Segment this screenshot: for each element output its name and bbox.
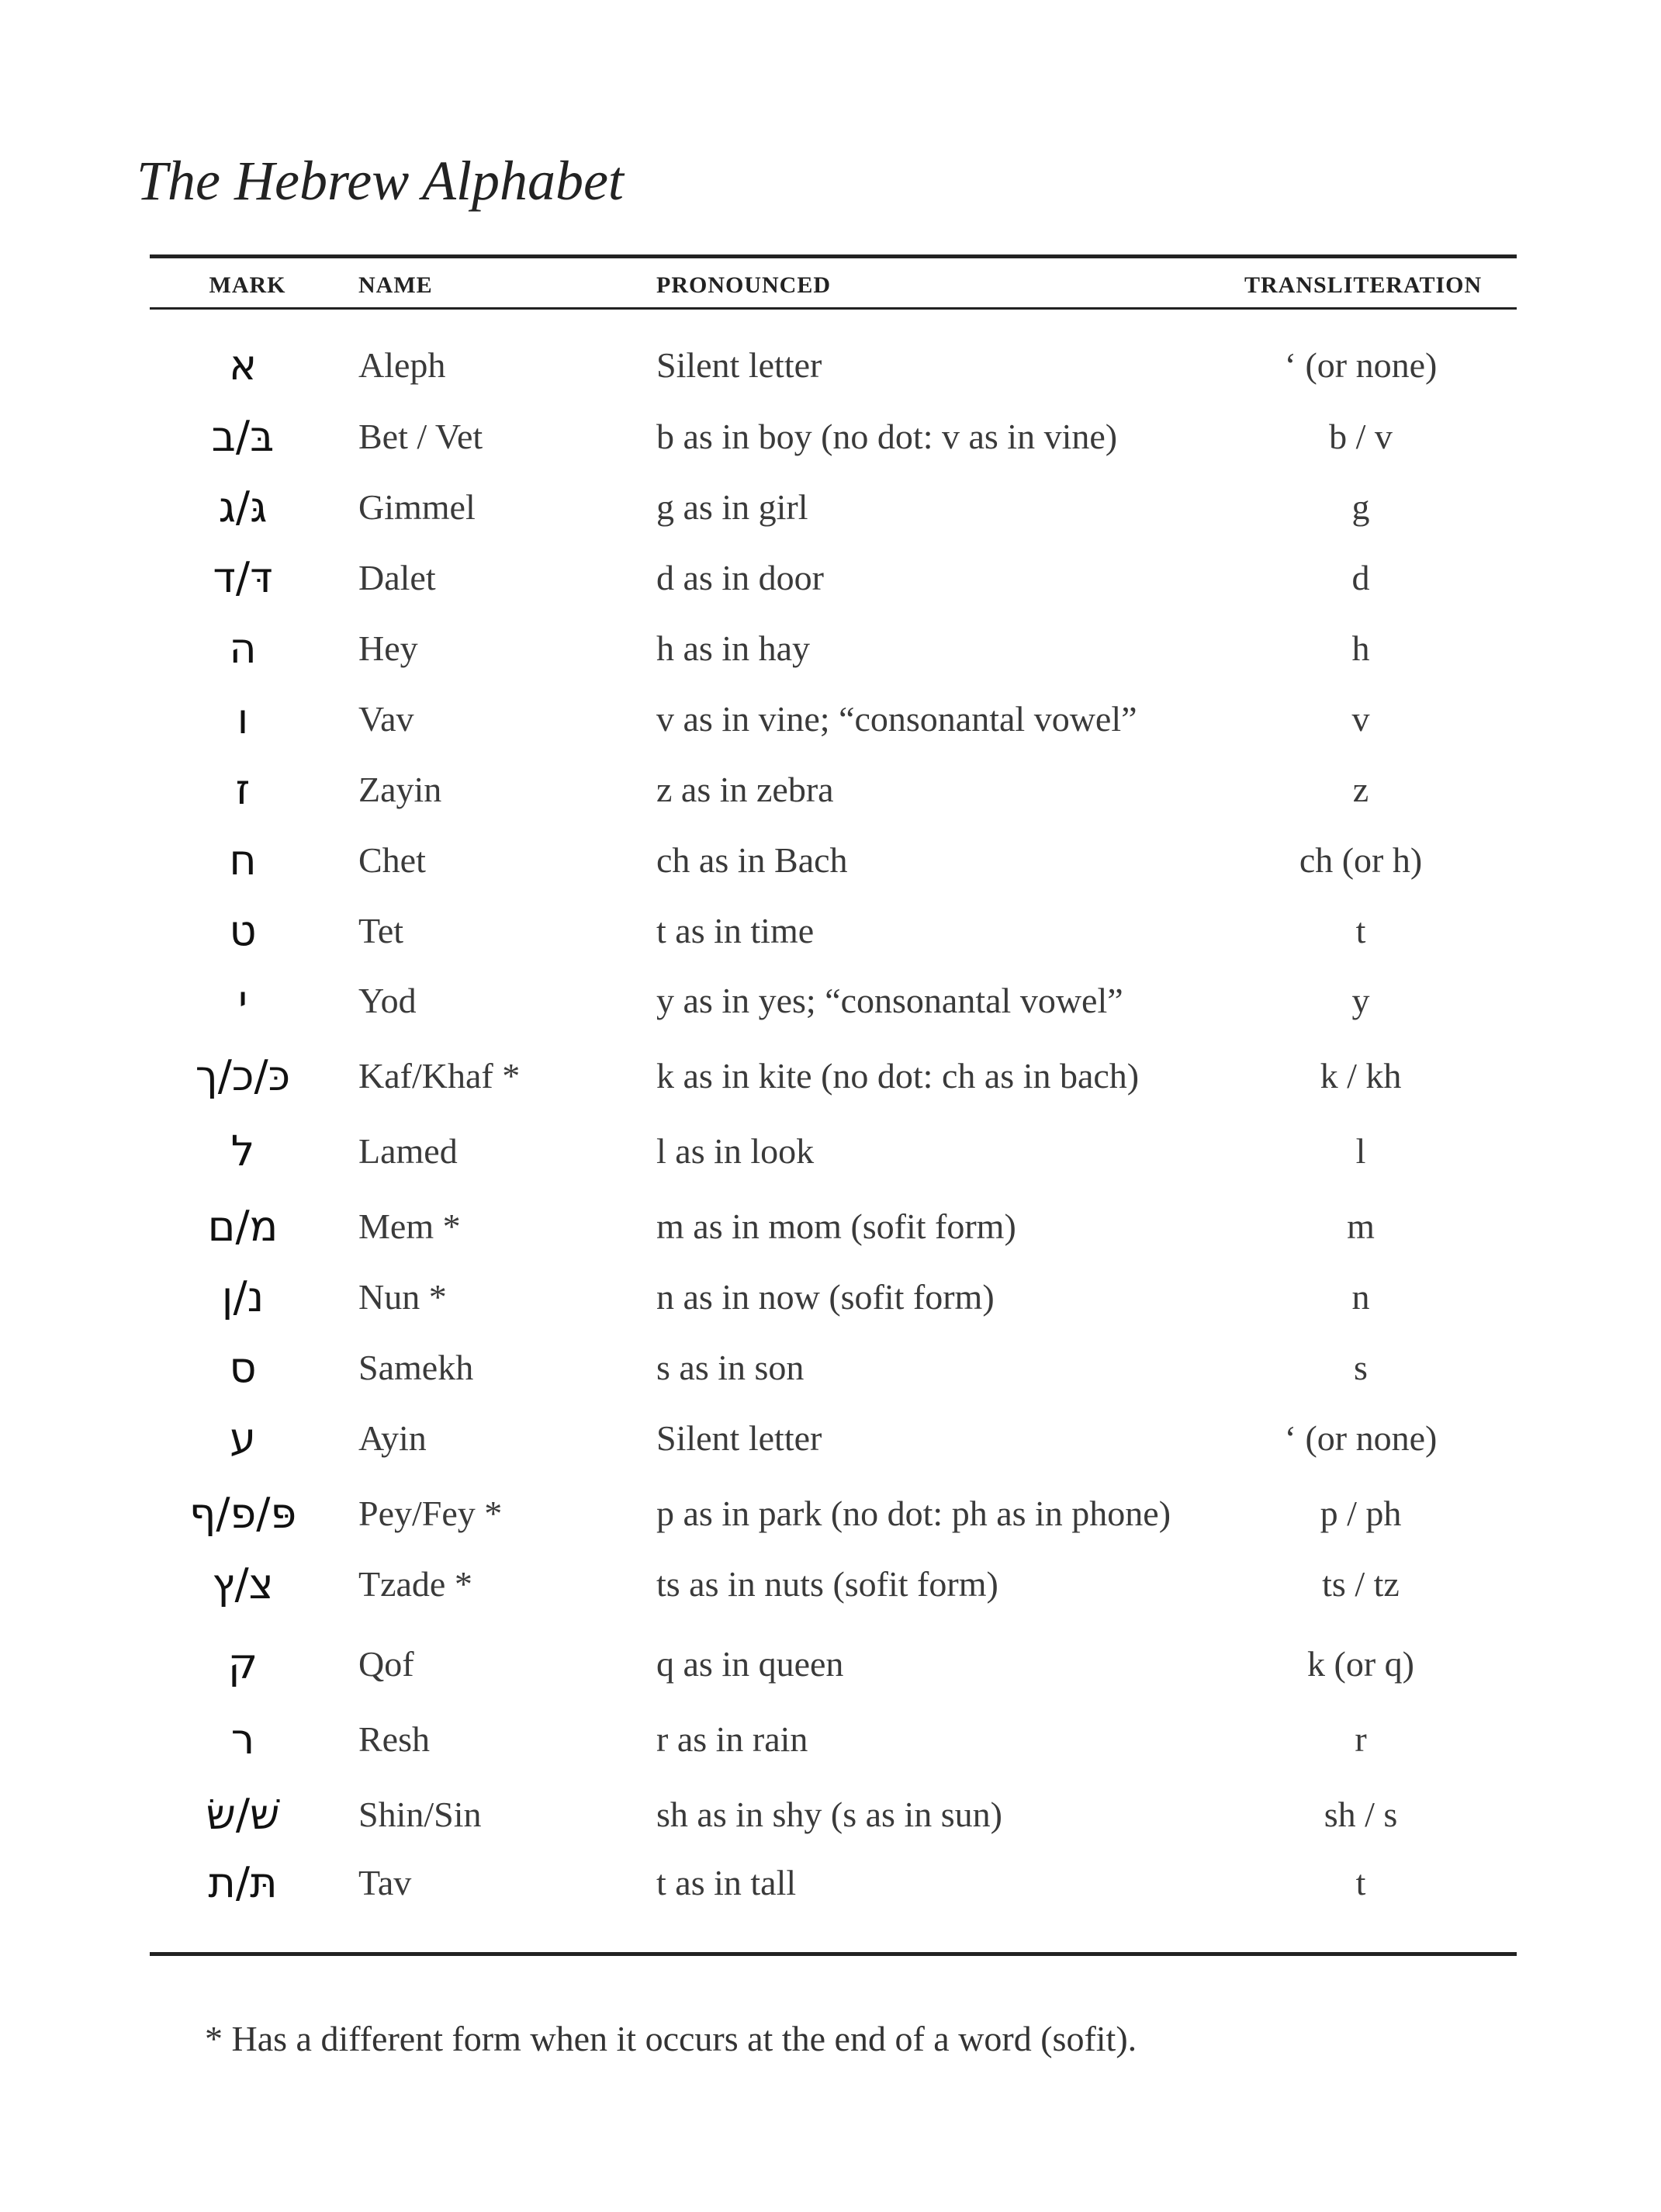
letter-transliteration: ch (or h): [1299, 840, 1423, 880]
letter-pronunciation: l as in look: [656, 1131, 815, 1171]
table-row-lamed: [150, 1120, 1517, 1182]
letter-name: Aleph: [358, 345, 446, 385]
letter-transliteration: z: [1352, 770, 1369, 809]
letter-name: Samekh: [358, 1348, 474, 1387]
letter-transliteration: k / kh: [1320, 1056, 1402, 1096]
letter-pronunciation: m as in mom (sofit form): [656, 1206, 1016, 1246]
letter-pronunciation: s as in son: [656, 1348, 805, 1387]
letter-transliteration: ‘ (or none): [1284, 1418, 1438, 1458]
column-header-pronounced: PRONOUNCED: [656, 272, 831, 298]
letter-name: Bet / Vet: [358, 417, 483, 456]
letter-name: Tav: [358, 1863, 412, 1902]
table-row-nun: [150, 1266, 1517, 1328]
letter-transliteration: s: [1354, 1348, 1368, 1387]
letter-transliteration: sh / s: [1324, 1795, 1398, 1834]
letter-name: Dalet: [358, 558, 436, 597]
letter-transliteration: b / v: [1329, 417, 1393, 456]
table-row-zayin: [150, 759, 1517, 821]
table-row-hey: [150, 618, 1517, 680]
table-row-gimmel: [150, 476, 1517, 538]
column-header-name: NAME: [358, 272, 433, 298]
letter-transliteration: t: [1355, 911, 1366, 950]
letter-pronunciation: z as in zebra: [656, 770, 834, 809]
letter-pronunciation: t as in time: [656, 911, 815, 950]
letter-name: Lamed: [358, 1131, 458, 1171]
letter-pronunciation: n as in now (sofit form): [656, 1277, 995, 1317]
letter-name: Resh: [358, 1719, 430, 1759]
letter-mark: ס: [229, 1343, 257, 1392]
letter-transliteration: k (or q): [1307, 1644, 1414, 1684]
letter-name: Tzade *: [358, 1564, 472, 1604]
letter-mark: צ/ץ: [212, 1559, 274, 1608]
letter-pronunciation: v as in vine; “consonantal vowel”: [656, 699, 1137, 739]
letter-transliteration: ts / tz: [1322, 1564, 1400, 1604]
letter-pronunciation: Silent letter: [656, 345, 822, 385]
letter-mark: פּ/פ/ף: [189, 1489, 297, 1538]
letter-mark: ט: [229, 906, 257, 955]
letter-transliteration: p / ph: [1320, 1494, 1402, 1533]
letter-pronunciation: d as in door: [656, 558, 824, 597]
letter-name: Pey/Fey *: [358, 1494, 503, 1533]
letter-name: Vav: [358, 699, 414, 739]
letter-transliteration: t: [1355, 1863, 1366, 1902]
letter-mark: בּ/ב: [211, 412, 275, 461]
page-title: The Hebrew Alphabet: [137, 150, 624, 212]
table-row-kaf: [150, 1045, 1517, 1107]
table-row-ayin: [150, 1407, 1517, 1469]
letter-mark: ל: [230, 1127, 255, 1175]
letter-name: Gimmel: [358, 487, 476, 527]
footnote: * Has a different form when it occurs at the end of a word (sofit).: [205, 2019, 1137, 2058]
letter-name: Ayin: [358, 1418, 427, 1458]
letter-transliteration: d: [1351, 558, 1370, 597]
table-row-shin: [150, 1784, 1517, 1846]
letter-mark: ק: [227, 1639, 258, 1688]
letter-pronunciation: g as in girl: [656, 487, 808, 527]
letter-pronunciation: Silent letter: [656, 1418, 822, 1458]
table-row-vav: [150, 688, 1517, 750]
table-row-pey: [150, 1483, 1517, 1545]
table-row-resh: [150, 1708, 1517, 1771]
table-row-bet: [150, 406, 1517, 468]
letter-mark: ע: [230, 1414, 256, 1463]
table-row-chet: [150, 829, 1517, 891]
letter-name: Chet: [358, 840, 426, 880]
table-row-mem: [150, 1196, 1517, 1258]
letter-name: Yod: [358, 981, 417, 1020]
table-row-yod: [150, 970, 1517, 1032]
letter-pronunciation: k as in kite (no dot: ch as in bach): [656, 1056, 1140, 1096]
table-bottom-rule: [150, 1952, 1517, 1956]
letter-mark: ח: [229, 836, 257, 884]
letter-pronunciation: y as in yes; “consonantal vowel”: [656, 981, 1123, 1020]
letter-name: Mem *: [358, 1206, 461, 1246]
table-row-dalet: [150, 547, 1517, 609]
column-header-mark: MARK: [209, 272, 286, 298]
table-row-samekh: [150, 1337, 1517, 1399]
letter-pronunciation: p as in park (no dot: ph as in phone): [656, 1494, 1171, 1533]
letter-pronunciation: t as in tall: [656, 1863, 797, 1902]
letter-pronunciation: ch as in Bach: [656, 840, 848, 880]
letter-mark: כּ/כ/ך: [195, 1051, 291, 1100]
letter-mark: ז: [235, 765, 251, 814]
letter-mark: א: [228, 341, 258, 389]
table-row-tav: [150, 1852, 1517, 1914]
table-row-qof: [150, 1633, 1517, 1695]
letter-transliteration: ‘ (or none): [1284, 345, 1438, 385]
letter-name: Kaf/Khaf *: [358, 1056, 521, 1096]
letter-transliteration: n: [1351, 1277, 1370, 1317]
letter-name: Nun *: [358, 1277, 447, 1317]
letter-mark: י: [237, 976, 248, 1025]
letter-mark: ר: [230, 1715, 255, 1764]
letter-name: Qof: [358, 1644, 414, 1684]
letter-name: Zayin: [358, 770, 442, 809]
letter-name: Shin/Sin: [358, 1795, 482, 1834]
letter-pronunciation: h as in hay: [656, 628, 811, 668]
letter-mark: דּ/ד: [213, 553, 273, 602]
letter-mark: תּ/ת: [208, 1858, 278, 1907]
letter-mark: ה: [229, 624, 257, 673]
letter-pronunciation: sh as in shy (s as in sun): [656, 1795, 1002, 1834]
letter-pronunciation: q as in queen: [656, 1644, 844, 1684]
letter-mark: גּ/ג: [218, 483, 268, 531]
column-header-transliteration: TRANSLITERATION: [1244, 272, 1483, 298]
table-row-tzade: [150, 1553, 1517, 1615]
letter-name: Hey: [358, 628, 418, 668]
letter-pronunciation: b as in boy (no dot: v as in vine): [656, 417, 1118, 456]
letter-transliteration: m: [1347, 1206, 1375, 1246]
letter-mark: ו: [237, 694, 249, 743]
letter-pronunciation: r as in rain: [656, 1719, 808, 1759]
letter-mark: שׁ/שׂ: [206, 1790, 280, 1839]
letter-transliteration: h: [1351, 628, 1370, 668]
letter-transliteration: g: [1351, 487, 1370, 527]
letter-mark: מ/ם: [207, 1202, 279, 1251]
table-row-aleph: [150, 334, 1517, 396]
letter-transliteration: y: [1351, 981, 1370, 1020]
letter-name: Tet: [358, 911, 404, 950]
letter-transliteration: v: [1351, 699, 1370, 739]
letter-transliteration: r: [1355, 1719, 1367, 1759]
letter-mark: נ/ן: [221, 1272, 265, 1321]
letter-pronunciation: ts as in nuts (sofit form): [656, 1564, 998, 1604]
table-row-tet: [150, 900, 1517, 962]
letter-transliteration: l: [1355, 1131, 1366, 1171]
